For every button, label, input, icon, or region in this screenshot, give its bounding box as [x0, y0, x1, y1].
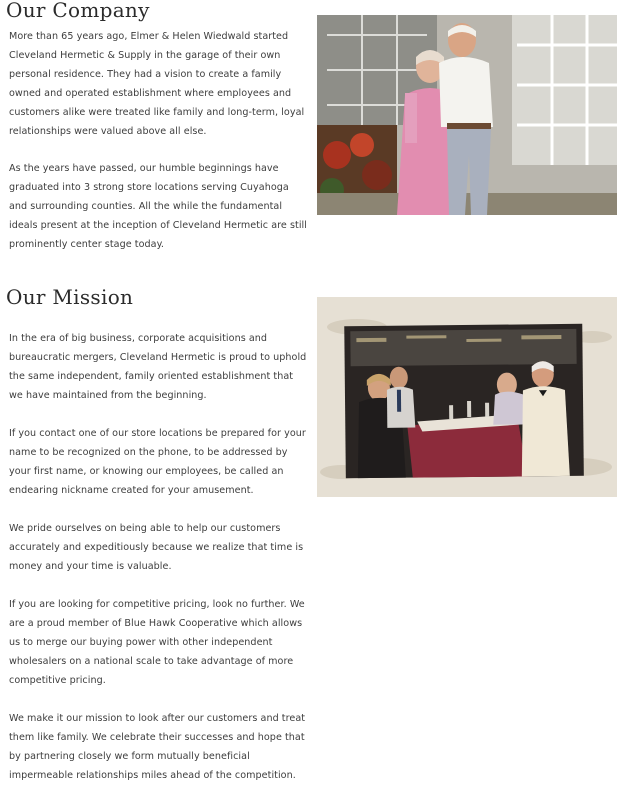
mission-paragraph: We make it our mission to look after our customers and treat them like family. We celebrate their successes and hope that by partnering closely we form mutually beneficial impermeable relationships miles ahead of the competition.	[9, 713, 306, 781]
company-paragraph: More than 65 years ago, Elmer & Helen Wiedwald started Cleveland Hermetic & Supply in the garage of their own personal residence. They had a vision to create a family owned and operated establishment where employees and customers alike were treated like family and long-term, loyal relationships were valued above all else.	[9, 31, 305, 137]
mission-paragraph: In the era of big business, corporate acquisitions and bureaucratic mergers, Cleveland Hermetic is proud to uphold the same independent, family oriented establishment that we have maintained from the beginning.	[9, 333, 307, 401]
company-paragraph: As the years have passed, our humble beginnings have graduated into 3 strong store locations serving Cuyahoga and surrounding counties. All the while the fundamental ideals present at the inception of Cleveland Hermetic are still prominently center stage today.	[9, 163, 307, 250]
mission-paragraph: If you contact one of our store locations be prepared for your name to be recognized on the phone, to be addressed by your first name, or knowing our employees, be called an endearing nickname created for your amusement.	[9, 428, 306, 496]
dinner-photo	[317, 297, 617, 497]
mission-paragraph: If you are looking for competitive pricing, look no further. We are a proud member of Blue Hawk Cooperative which allows us to merge our buying power with other independent wholesalers on a national scale to take advantage of more competitive pricing.	[9, 599, 305, 686]
company-heading: Our Company	[6, 0, 150, 22]
founders-photo	[317, 15, 617, 215]
mission-heading: Our Mission	[6, 285, 134, 309]
mission-paragraph: We pride ourselves on being able to help our customers accurately and expeditiously because we realize that time is money and your time is valuable.	[9, 523, 304, 572]
